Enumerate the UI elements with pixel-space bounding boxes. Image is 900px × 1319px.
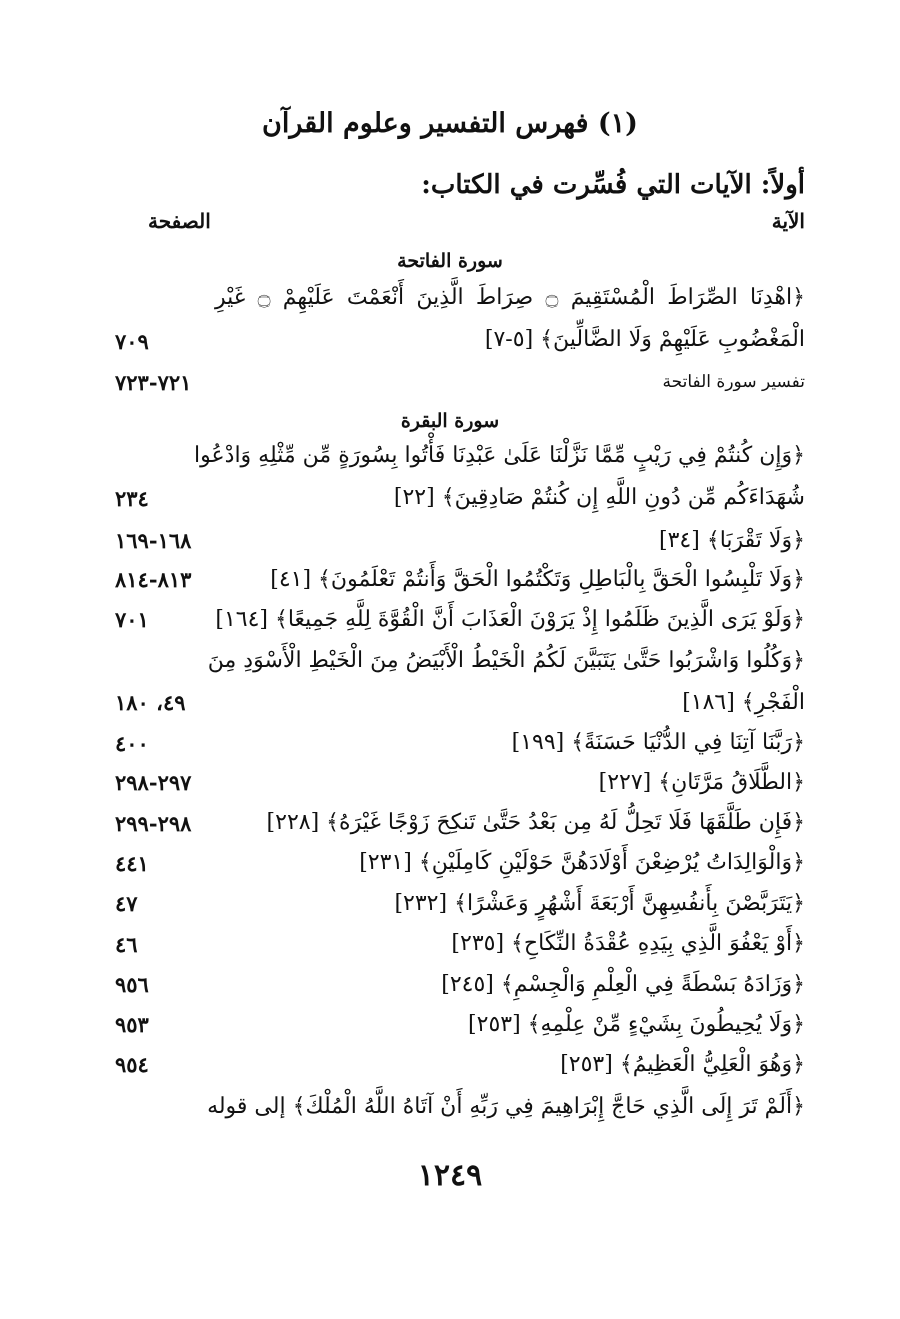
verse-line: ﴿وَكُلُوا وَاشْرَبُوا حَتَّىٰ يَتَبَيَّنَ لَكُمُ الْخَيْطُ الْأَبْيَضُ مِنَ الْخَيْطِ الْأَسْوَدِ مِنَ	[207, 648, 805, 673]
page-ref: ٩٥٦	[115, 972, 149, 997]
verse-line: ﴿وَإِن كُنتُمْ فِي رَيْبٍ مِّمَّا نَزَّلْنَا عَلَىٰ عَبْدِنَا فَأْتُوا بِسُورَةٍ مِّن مِّثْلِهِ وَادْعُوا	[194, 443, 805, 468]
page-ref: ٢٣٤	[115, 486, 149, 511]
index-entry: تفسير سورة الفاتحة	[662, 372, 805, 392]
verse-line: ﴿وَلَوْ يَرَى الَّذِينَ ظَلَمُوا إِذْ يَرَوْنَ الْعَذَابَ أَنَّ الْقُوَّةَ لِلَّهِ جَمِيعًا﴾ [١٦٤]	[215, 607, 805, 632]
page-ref: ٩٥٤	[115, 1052, 149, 1077]
surah-heading-baqara: سورة البقرة	[400, 410, 500, 432]
verse-line: شُهَدَاءَكُم مِّن دُونِ اللَّهِ إِن كُنتُمْ صَادِقِينَ﴾ [٢٢]	[393, 485, 805, 510]
surah-heading-fatiha: سورة الفاتحة	[397, 250, 503, 272]
verse-line: ﴿وَالْوَالِدَاتُ يُرْضِعْنَ أَوْلَادَهُنَّ حَوْلَيْنِ كَامِلَيْنِ﴾ [٢٣١]	[359, 850, 805, 875]
page-ref: ٩٥٣	[115, 1012, 149, 1037]
section-heading: أولاً: الآيات التي فُسِّرت في الكتاب:	[421, 170, 805, 200]
verse-line: ﴿يَتَرَبَّصْنَ بِأَنفُسِهِنَّ أَرْبَعَةَ أَشْهُرٍ وَعَشْرًا﴾ [٢٣٢]	[394, 891, 805, 916]
page-ref: ٧٠١	[115, 607, 149, 632]
page-ref: ٤٧	[115, 891, 138, 916]
page-ref: ٤٦	[115, 932, 138, 957]
page-ref: ٢٩٧-٢٩٨	[115, 770, 192, 795]
verse-line: الْفَجْرِ﴾ [١٨٦]	[682, 690, 805, 715]
verse-line: ﴿فَإِن طَلَّقَهَا فَلَا تَحِلُّ لَهُ مِن بَعْدُ حَتَّىٰ تَنكِحَ زَوْجًا غَيْرَهُ﴾ [٢٢٨]	[266, 810, 805, 835]
verse-line: ﴿وَلَا تَلْبِسُوا الْحَقَّ بِالْبَاطِلِ وَتَكْتُمُوا الْحَقَّ وَأَنتُمْ تَعْلَمُونَ﴾ [٤١]	[270, 567, 805, 592]
verse-line: ﴿وَلَا يُحِيطُونَ بِشَيْءٍ مِّنْ عِلْمِهِ﴾ [٢٥٣]	[468, 1012, 805, 1037]
verse-line: ﴿أَلَمْ تَرَ إِلَى الَّذِي حَاجَّ إِبْرَاهِيمَ فِي رَبِّهِ أَنْ آتَاهُ اللَّهُ الْمُلْكَ﴾ إلى قوله	[207, 1094, 805, 1119]
page-ref: ٤٩، ١٨٠	[115, 690, 186, 715]
verse-line: ﴿اهْدِنَا الصِّرَاطَ الْمُسْتَقِيمَ ۝ صِرَاطَ الَّذِينَ أَنْعَمْتَ عَلَيْهِمْ ۝ غَيْرِ	[215, 285, 806, 310]
verse-line: ﴿أَوْ يَعْفُوَ الَّذِي بِيَدِهِ عُقْدَةُ النِّكَاحِ﴾ [٢٣٥]	[451, 931, 805, 956]
page-ref: ٢٩٨-٢٩٩	[115, 811, 192, 836]
verse-line: ﴿وَهُوَ الْعَلِيُّ الْعَظِيمُ﴾ [٢٥٣]	[560, 1052, 805, 1077]
page-ref: ٤٠٠	[115, 731, 149, 756]
page-number: ١٢٤٩	[417, 1158, 483, 1193]
page-ref: ٤٤١	[115, 851, 149, 876]
verse-line: ﴿رَبَّنَا آتِنَا فِي الدُّنْيَا حَسَنَةً﴾ [١٩٩]	[511, 730, 805, 755]
page-ref: ١٦٨-١٦٩	[115, 528, 192, 553]
index-title: (١) فهرس التفسير وعلوم القرآن	[262, 108, 638, 139]
verse-line: ﴿وَزَادَهُ بَسْطَةً فِي الْعِلْمِ وَالْجِسْمِ﴾ [٢٤٥]	[441, 972, 805, 997]
page-ref: ٨١٣-٨١٤	[115, 567, 192, 592]
verse-line: ﴿وَلَا تَقْرَبَا﴾ [٣٤]	[659, 528, 805, 553]
verse-line: ﴿الطَّلَاقُ مَرَّتَانِ﴾ [٢٢٧]	[598, 770, 805, 795]
verse-line: الْمَغْضُوبِ عَلَيْهِمْ وَلَا الضَّالِّينَ﴾ [٥-٧]	[484, 327, 805, 352]
column-header-aya: الآية	[771, 209, 805, 233]
page-ref: ٧٠٩	[115, 329, 149, 354]
column-header-page: الصفحة	[148, 209, 211, 233]
page-ref: ٧٢١-٧٢٣	[115, 370, 192, 395]
